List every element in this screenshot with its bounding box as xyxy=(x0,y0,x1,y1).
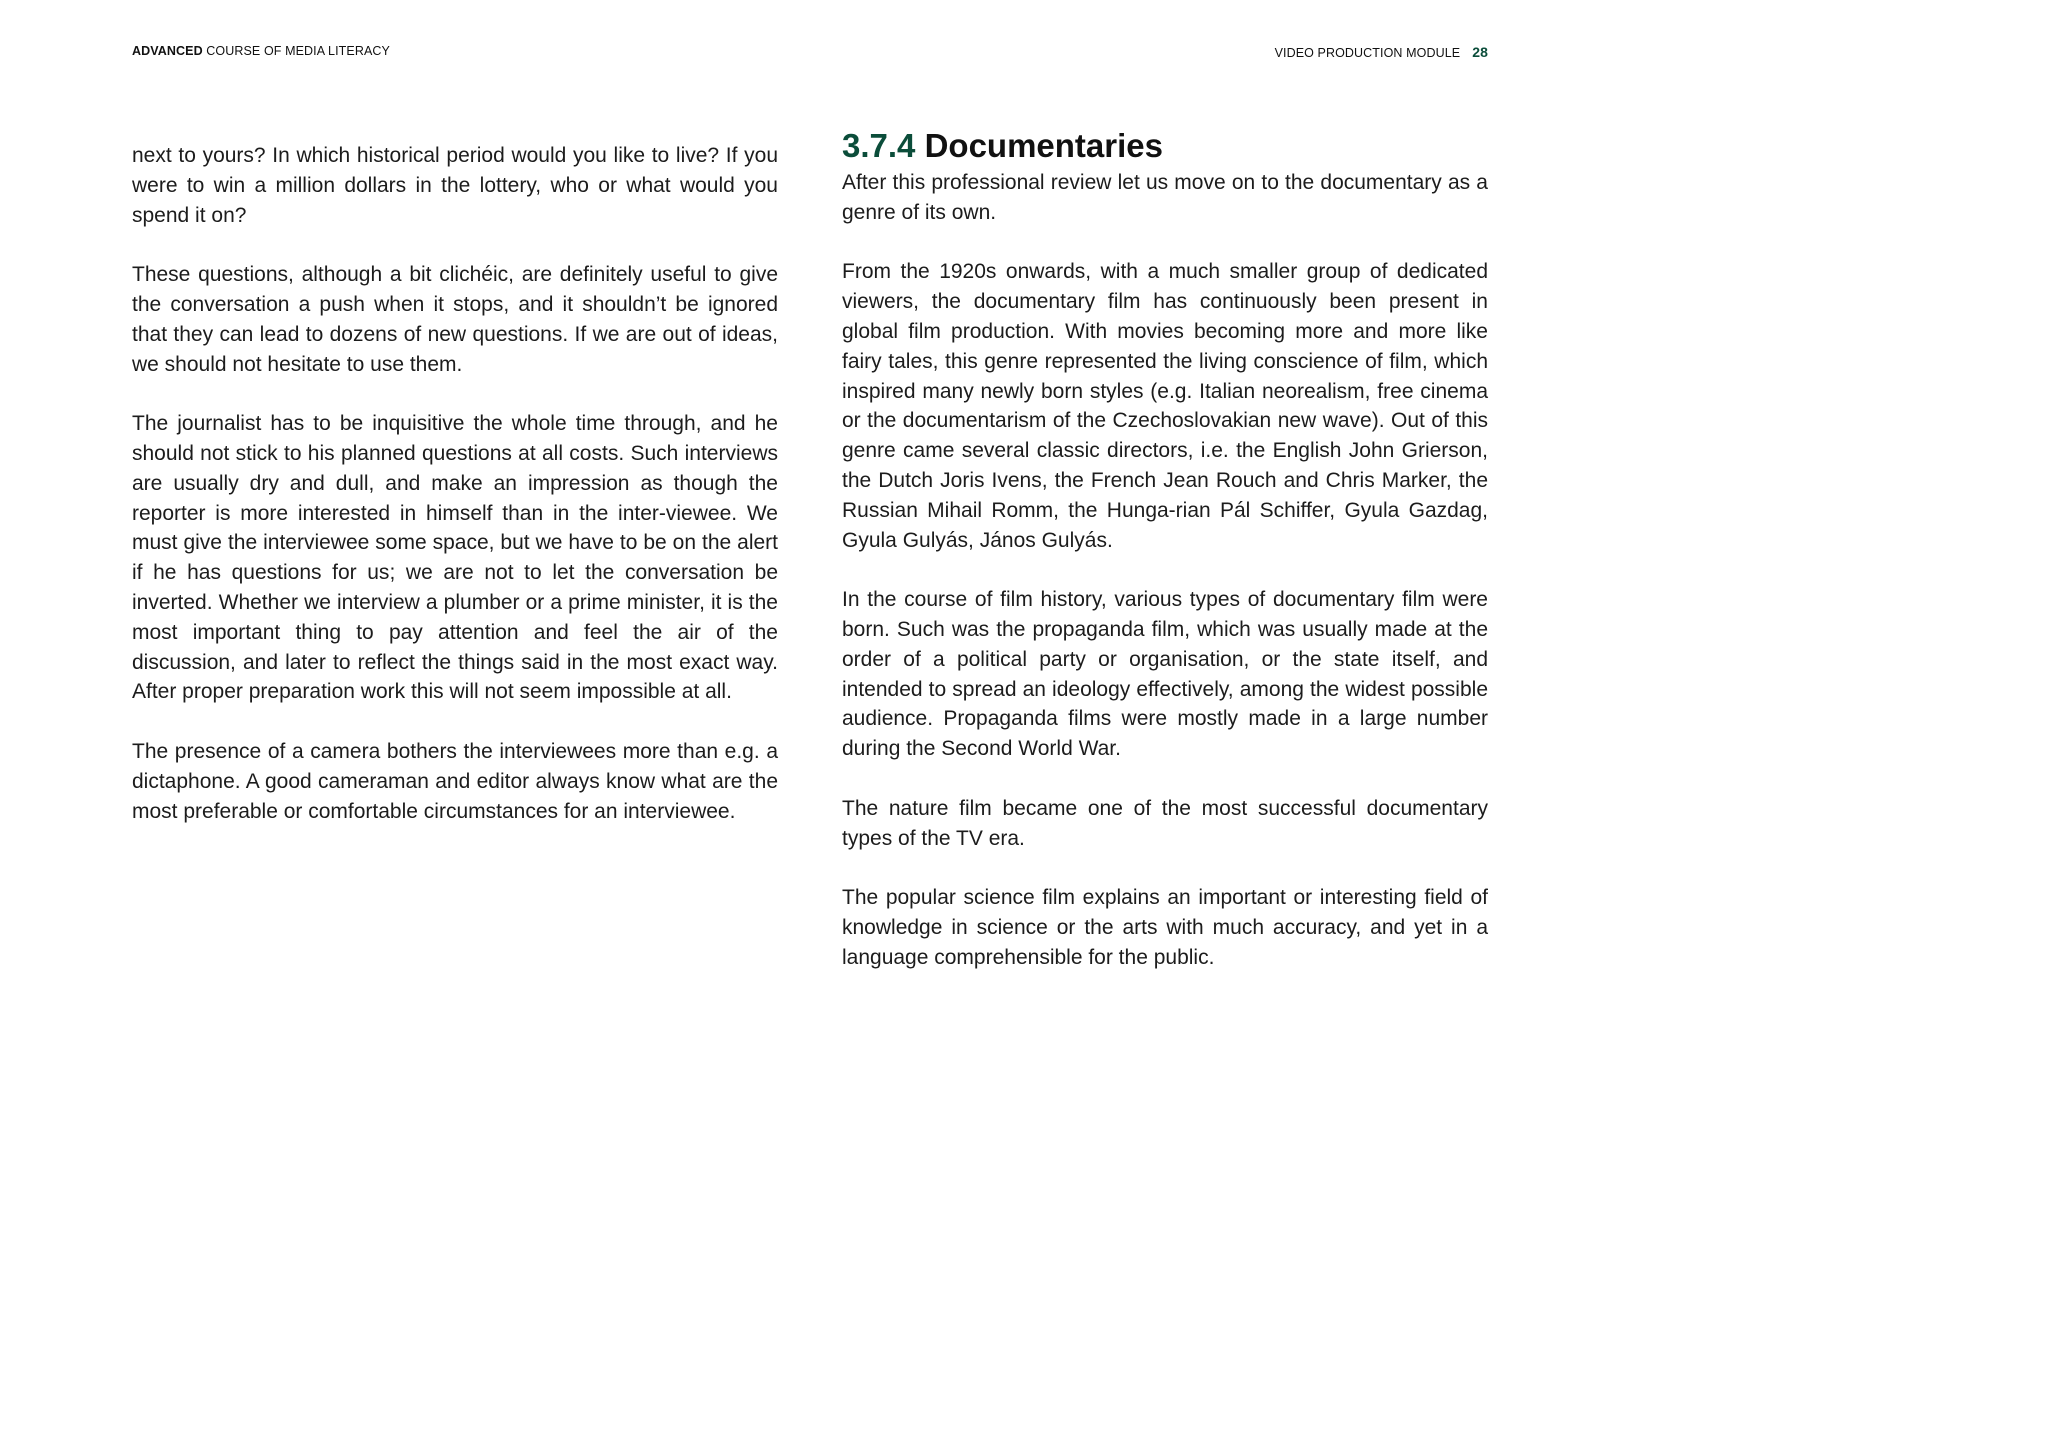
running-title-emphasis: ADVANCED xyxy=(132,44,203,58)
paragraph: After this professional review let us move on to the documentary as a genre of its own. xyxy=(842,171,1488,224)
paragraph: From the 1920s onwards, with a much smaller group of dedicated viewers, the documentary film has continuously been present in global film production. With movies becoming more and more like fairy tales, this genre represented the living conscience of film, which inspired many newly born styles (e.g. Italian neorealism, free cinema or the documentarism of the Czechoslovakian new wave). Out of this genre came several classic directors, i.e. the English John Grierson, the Dutch Joris Ivens, the French Jean Rouch and Chris Marker, the Russian Mihail Romm, the Hunga-rian Pál Schiffer, Gyula Gazdag, Gyula Gulyás, János Gulyás. xyxy=(842,260,1488,552)
section-heading xyxy=(842,124,1488,168)
module-header xyxy=(1275,44,1488,60)
paragraph: The journalist has to be inquisitive the whole time through, and he should not stick to his planned questions at all costs. Such interviews are usually dry and dull, and make an impression as though the reporter is more interested in himself than in the inter-viewee. We must give the interviewee some space, but we have to be on the alert if he has questions for us; we are not to let the conversation be inverted. Whether we interview a plumber or a prime minister, it is the most important thing to pay attention and feel the air of the discussion, and later to reflect the things said in the most exact way. After proper preparation work this will not seem impossible at all. xyxy=(132,412,778,704)
page-header xyxy=(132,44,1488,64)
paragraph: The popular science film explains an important or interesting field of knowledge in science or the arts with much accuracy, and yet in a language comprehensible for the public. xyxy=(842,886,1488,969)
paragraph: next to yours? In which historical period would you like to live? If you were to win a million dollars in the lottery, who or what would you spend it on? xyxy=(132,144,778,227)
section-number: 3.7.4 xyxy=(842,127,916,164)
paragraph: These questions, although a bit clichéic, are definitely useful to give the conversation a push when it stops, and it shouldn’t be ignored that they can lead to dozens of new questions. If we are out of ideas, we should not hesitate to use them. xyxy=(132,263,778,376)
section-title: Documentaries xyxy=(924,127,1163,164)
paragraph: The nature film became one of the most successful documentary types of the TV era. xyxy=(842,796,1488,850)
paragraph: The presence of a camera bothers the interviewees more than e.g. a dictaphone. A good cameraman and editor always know what are the most preferable or comfortable circumstances for an interviewee. xyxy=(132,739,778,823)
running-title-text: COURSE OF MEDIA LITERACY xyxy=(202,44,390,58)
module-label: VIDEO PRODUCTION MODULE xyxy=(1274,46,1461,60)
right-column xyxy=(842,124,1488,1002)
left-column xyxy=(132,141,778,856)
running-title xyxy=(132,44,390,58)
paragraph: In the course of film history, various types of documentary film were born. Such was the propaganda film, which was usually made at the order of a political party or organisation, or the state itself, and intended to spread an ideology effectively, among the widest possible audience. Propaganda films were mostly made in a large number during the Second World War. xyxy=(842,588,1488,761)
page-number: 28 xyxy=(1472,44,1488,60)
